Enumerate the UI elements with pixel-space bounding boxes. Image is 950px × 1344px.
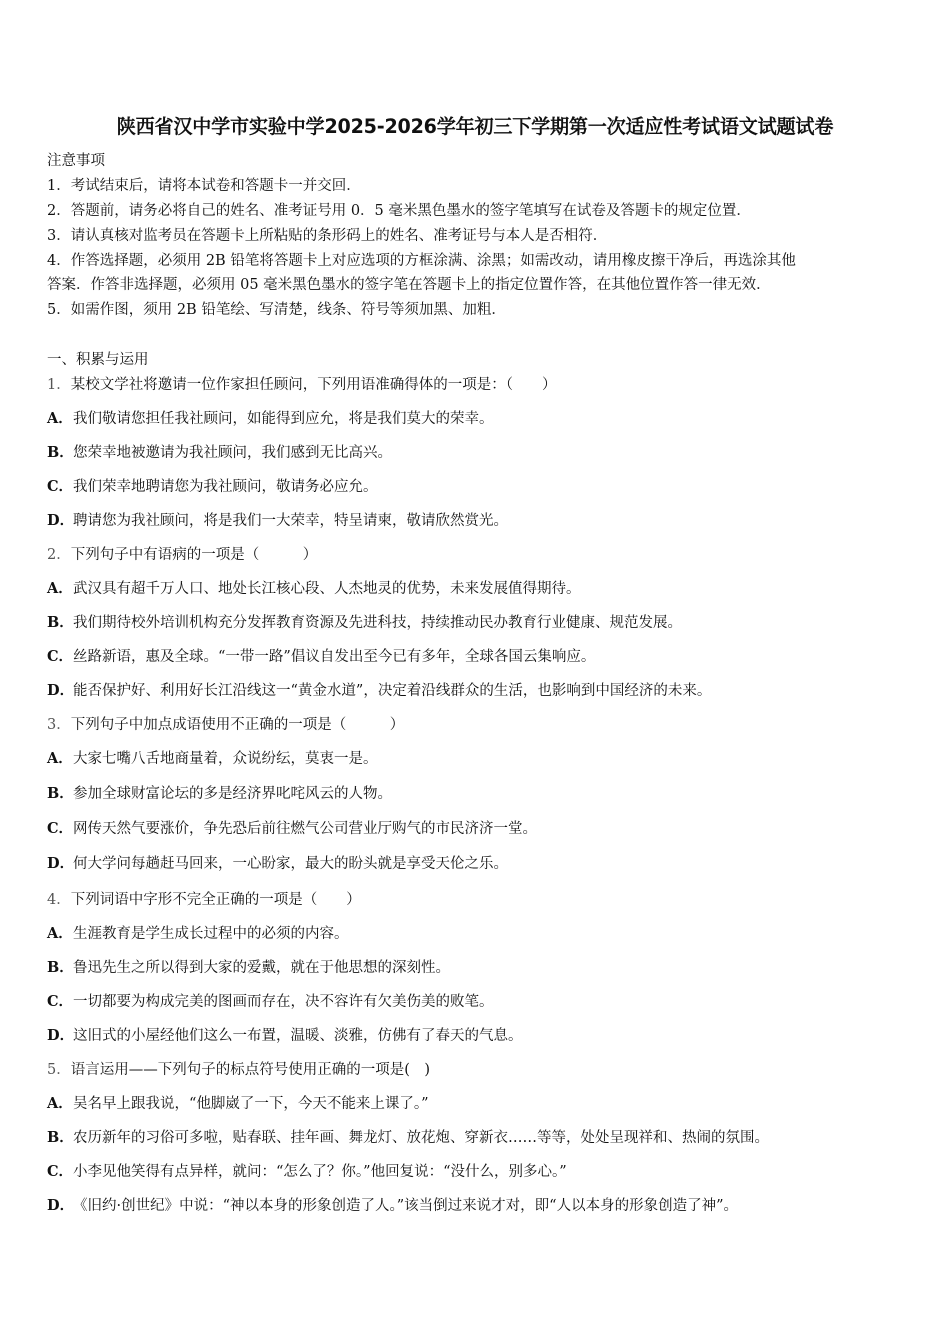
option-letter: C． bbox=[47, 820, 74, 837]
option-letter: B． bbox=[47, 785, 74, 802]
option-line bbox=[47, 443, 392, 463]
question-stem bbox=[47, 715, 404, 735]
option-text: 网传天然气要涨价，争先恐后前往燃气公司营业厅购气的市民济济一堂。 bbox=[73, 821, 537, 837]
option-text: 一切都要为构成完美的图画而存在，决不容许有欠美伤美的败笔。 bbox=[73, 994, 494, 1010]
page-title: 陕西省汉中学市实验中学2025-2026学年初三下学期第一次适应性考试语文试题试卷 bbox=[116, 115, 834, 138]
notice-item: 4．作答选择题，必须用 2B 铅笔将答题卡上对应选项的方框涂满、涂黑；如需改动，请用橡皮擦干净后，再选涂其他 bbox=[47, 253, 796, 269]
option-line bbox=[47, 409, 494, 429]
option-text: 我们荣幸地聘请您为我社顾问，敬请务必应允。 bbox=[73, 479, 378, 495]
option-letter: C． bbox=[47, 478, 74, 495]
option-text: 武汉具有超千万人口、地处长江核心段、人杰地灵的优势，未来发展值得期待。 bbox=[73, 581, 581, 597]
option-text: 吴名早上跟我说，“他脚崴了一下，今天不能来上课了。” bbox=[73, 1096, 429, 1112]
question-text: 下列词语中字形不完全正确的一项是（ ） bbox=[70, 892, 361, 908]
option-text: 农历新年的习俗可多啦，贴春联、挂年画、舞龙灯、放花炮、穿新衣……等等，处处呈现祥和、热闹的氛围。 bbox=[73, 1130, 769, 1146]
option-line bbox=[47, 681, 711, 701]
option-line bbox=[47, 819, 537, 839]
option-line bbox=[47, 1026, 523, 1046]
option-line bbox=[47, 784, 392, 804]
option-text: 我们期待校外培训机构充分发挥教育资源及先进科技，持续推动民办教育行业健康、规范发展。 bbox=[73, 615, 682, 631]
option-letter: B． bbox=[47, 614, 74, 631]
option-letter: D． bbox=[47, 512, 75, 529]
section-heading: 一、积累与运用 bbox=[47, 352, 149, 368]
question-stem bbox=[47, 890, 361, 910]
option-text: 丝路新语，惠及全球。“一带一路”倡议自发出至今已有多年，全球各国云集响应。 bbox=[73, 649, 596, 665]
option-text: 何大学问每趟赶马回来，一心盼家，最大的盼头就是享受天伦之乐。 bbox=[73, 856, 508, 872]
notice-item: 3．请认真核对监考员在答题卡上所粘贴的条形码上的姓名、准考证号与本人是否相符． bbox=[47, 228, 608, 244]
option-line bbox=[47, 477, 378, 497]
option-text: 聘请您为我社顾问，将是我们一大荣幸，特呈请柬，敬请欣然赏光。 bbox=[73, 513, 508, 529]
option-line bbox=[47, 1162, 567, 1182]
option-letter: B． bbox=[47, 959, 74, 976]
option-letter: C． bbox=[47, 1163, 74, 1180]
question-stem bbox=[47, 375, 556, 395]
option-letter: B． bbox=[47, 444, 74, 461]
option-text: 生涯教育是学生成长过程中的必须的内容。 bbox=[73, 926, 349, 942]
notice-item: 2．答题前，请务必将自己的姓名、准考证号用 0．5 毫米黑色墨水的签字笔填写在试卷及答题卡的规定位置． bbox=[47, 203, 751, 219]
option-text: 能否保护好、利用好长江沿线这一“黄金水道”，决定着沿线群众的生活，也影响到中国经济的未来。 bbox=[73, 683, 712, 699]
notice-heading: 注意事项 bbox=[47, 153, 105, 169]
option-letter: A． bbox=[47, 410, 73, 427]
option-line bbox=[47, 1196, 738, 1216]
option-letter: D． bbox=[47, 1027, 75, 1044]
question-stem bbox=[47, 1060, 430, 1080]
option-letter: A． bbox=[47, 1095, 73, 1112]
option-line bbox=[47, 992, 494, 1012]
notice-item: 答案．作答非选择题，必须用 05 毫米黑色墨水的签字笔在答题卡上的指定位置作答，在其他位置作答一律无效． bbox=[47, 277, 771, 293]
option-text: 鲁迅先生之所以得到大家的爱戴，就在于他思想的深刻性。 bbox=[73, 960, 450, 976]
option-line bbox=[47, 749, 378, 769]
option-letter: A． bbox=[47, 580, 73, 597]
option-line bbox=[47, 854, 508, 874]
notice-item: 5．如需作图，须用 2B 铅笔绘、写清楚，线条、符号等须加黑、加粗． bbox=[47, 302, 506, 318]
question-number: 5． bbox=[47, 1062, 71, 1078]
question-number: 1． bbox=[47, 377, 71, 393]
option-text: 这旧式的小屋经他们这么一布置，温暖、淡雅，仿佛有了春天的气息。 bbox=[73, 1028, 523, 1044]
option-line bbox=[47, 613, 682, 633]
option-line bbox=[47, 511, 508, 531]
question-text: 语言运用——下列句子的标点符号使用正确的一项是( ) bbox=[70, 1062, 431, 1078]
option-text: 小李见他笑得有点异样，就问：“怎么了？你。”他回复说：“没什么，别多心。” bbox=[73, 1164, 567, 1180]
option-line bbox=[47, 647, 595, 667]
option-line bbox=[47, 1094, 429, 1114]
option-text: 大家七嘴八舌地商量着，众说纷纭，莫衷一是。 bbox=[73, 751, 378, 767]
option-letter: D． bbox=[47, 855, 75, 872]
option-line bbox=[47, 1128, 769, 1148]
option-text: 您荣幸地被邀请为我社顾问，我们感到无比高兴。 bbox=[73, 445, 392, 461]
option-text: 我们敬请您担任我社顾问，如能得到应允，将是我们莫大的荣幸。 bbox=[73, 411, 494, 427]
question-text: 下列句子中有语病的一项是（ ） bbox=[70, 547, 318, 563]
option-line bbox=[47, 579, 581, 599]
question-number: 4． bbox=[47, 892, 71, 908]
option-letter: A． bbox=[47, 925, 73, 942]
question-text: 某校文学社将邀请一位作家担任顾问，下列用语准确得体的一项是：（ ） bbox=[70, 377, 557, 393]
option-letter: A． bbox=[47, 750, 73, 767]
option-letter: B． bbox=[47, 1129, 74, 1146]
notice-item: 1．考试结束后，请将本试卷和答题卡一并交回． bbox=[47, 178, 361, 194]
option-letter: D． bbox=[47, 682, 75, 699]
option-line bbox=[47, 924, 349, 944]
option-letter: C． bbox=[47, 648, 74, 665]
question-text: 下列句子中加点成语使用不正确的一项是（ ） bbox=[70, 717, 405, 733]
option-text: 《旧约·创世纪》中说：“神以本身的形象创造了人。”该当倒过来说才对，即“人以本身的形象创造了神”。 bbox=[73, 1198, 739, 1214]
option-text: 参加全球财富论坛的多是经济界叱咤风云的人物。 bbox=[73, 786, 392, 802]
question-number: 2． bbox=[47, 547, 71, 563]
question-stem bbox=[47, 545, 317, 565]
option-line bbox=[47, 958, 450, 978]
option-letter: C． bbox=[47, 993, 74, 1010]
option-letter: D． bbox=[47, 1197, 75, 1214]
question-number: 3． bbox=[47, 717, 71, 733]
